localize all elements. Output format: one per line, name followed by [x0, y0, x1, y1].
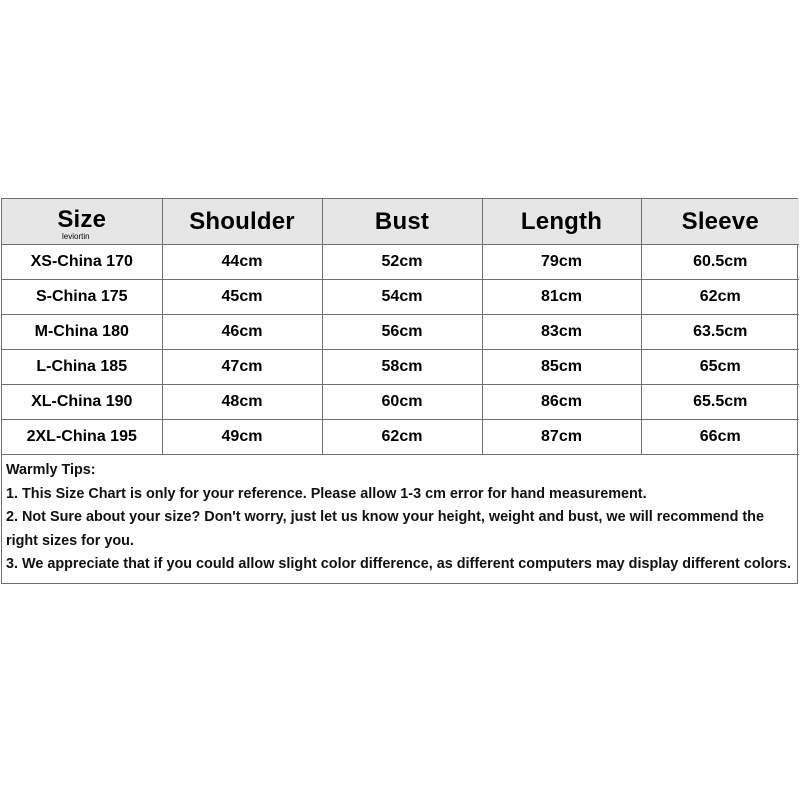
- cell-sleeve: 60.5cm: [641, 245, 799, 280]
- cell-size: S-China 175: [2, 280, 162, 315]
- cell-size: XL-China 190: [2, 385, 162, 420]
- size-chart: [1, 198, 798, 584]
- cell-size: XS-China 170: [2, 245, 162, 280]
- header-shoulder: Shoulder: [162, 199, 322, 245]
- watermark-text: leviortin: [62, 232, 90, 241]
- header-length: Length: [482, 199, 641, 245]
- table-row: [2, 350, 799, 385]
- cell-shoulder: 46cm: [162, 315, 322, 350]
- cell-sleeve: 65.5cm: [641, 385, 799, 420]
- cell-length: 83cm: [482, 315, 641, 350]
- cell-shoulder: 49cm: [162, 420, 322, 455]
- tips-title: Warmly Tips:: [6, 462, 96, 478]
- cell-shoulder: 47cm: [162, 350, 322, 385]
- size-table: [2, 199, 799, 455]
- tip-item: 3. We appreciate that if you could allow slight color difference, as different computers may display different colors.: [6, 556, 791, 573]
- tip-item: 2. Not Sure about your size? Don't worry, just let us know your height, weight and bust, we will recommend the right sizes for you.: [6, 509, 764, 549]
- cell-sleeve: 66cm: [641, 420, 799, 455]
- cell-length: 87cm: [482, 420, 641, 455]
- cell-length: 85cm: [482, 350, 641, 385]
- cell-sleeve: 65cm: [641, 350, 799, 385]
- cell-bust: 52cm: [322, 245, 482, 280]
- cell-length: 86cm: [482, 385, 641, 420]
- cell-size: M-China 180: [2, 315, 162, 350]
- header-size: [2, 199, 162, 245]
- table-row: [2, 245, 799, 280]
- cell-length: 79cm: [482, 245, 641, 280]
- cell-length: 81cm: [482, 280, 641, 315]
- tip-item: 1. This Size Chart is only for your reference. Please allow 1-3 cm error for hand measurement.: [6, 485, 647, 502]
- cell-bust: 58cm: [322, 350, 482, 385]
- header-bust: Bust: [322, 199, 482, 245]
- table-row: [2, 315, 799, 350]
- header-size-label: Size: [57, 205, 107, 233]
- table-row: [2, 385, 799, 420]
- cell-size: L-China 185: [2, 350, 162, 385]
- tips-section: [2, 455, 797, 583]
- cell-bust: 62cm: [322, 420, 482, 455]
- cell-sleeve: 63.5cm: [641, 315, 799, 350]
- cell-bust: 60cm: [322, 385, 482, 420]
- table-row: [2, 280, 799, 315]
- cell-bust: 56cm: [322, 315, 482, 350]
- cell-shoulder: 48cm: [162, 385, 322, 420]
- cell-shoulder: 44cm: [162, 245, 322, 280]
- table-row: [2, 420, 799, 455]
- cell-shoulder: 45cm: [162, 280, 322, 315]
- header-row: [2, 199, 799, 245]
- cell-size: 2XL-China 195: [2, 420, 162, 455]
- cell-sleeve: 62cm: [641, 280, 799, 315]
- header-sleeve: Sleeve: [641, 199, 799, 245]
- cell-bust: 54cm: [322, 280, 482, 315]
